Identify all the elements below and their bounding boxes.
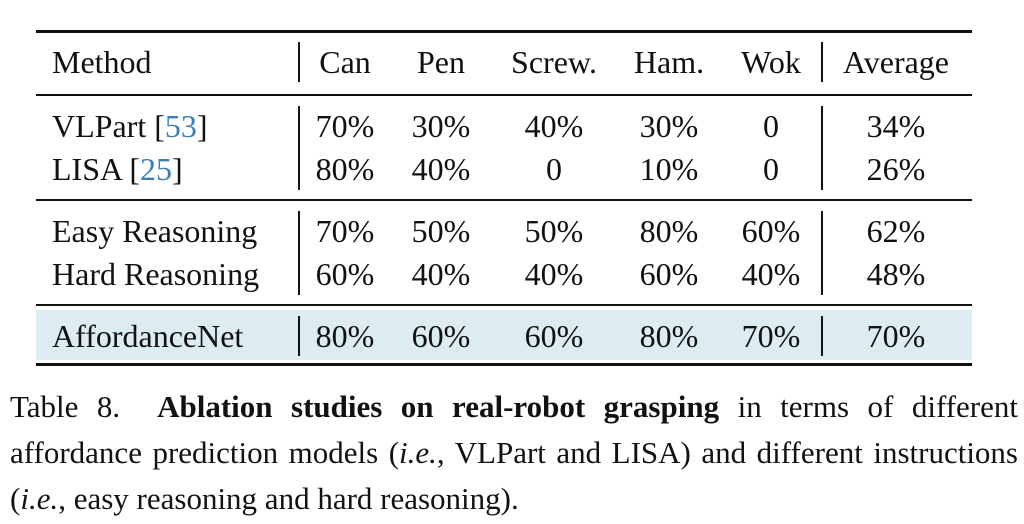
- column-header: Pen: [417, 44, 465, 80]
- vertical-separator: [298, 316, 300, 356]
- method-name: LISA [25]: [52, 151, 183, 187]
- table-cell: 40%: [524, 108, 584, 144]
- table-cell: 40%: [411, 256, 471, 292]
- caption-ie-1: i.e.: [399, 435, 437, 470]
- table-cell: 60%: [639, 256, 699, 292]
- column-header: Method: [52, 44, 152, 80]
- table-cell: 80%: [639, 213, 699, 249]
- vertical-separator: [821, 42, 823, 82]
- table-cell: 30%: [411, 108, 471, 144]
- table-cell: 50%: [411, 213, 471, 249]
- table-cell: 60%: [524, 318, 584, 354]
- table-cell: 60%: [315, 256, 375, 292]
- table-cell: 10%: [639, 151, 699, 187]
- table-cell: 70%: [866, 318, 926, 354]
- horizontal-rule: [36, 30, 972, 33]
- column-header: Wok: [741, 44, 801, 80]
- table-cell: 70%: [315, 213, 375, 249]
- table-cell: 0: [763, 151, 779, 187]
- method-name: AffordanceNet: [52, 318, 244, 354]
- citation-link[interactable]: 53: [164, 108, 197, 144]
- table-cell: 48%: [866, 256, 926, 292]
- method-name: Hard Reasoning: [52, 256, 260, 292]
- caption-label: Table 8.: [10, 389, 121, 424]
- table-cell: 26%: [866, 151, 926, 187]
- table-cell: 80%: [315, 151, 375, 187]
- vertical-separator: [821, 106, 823, 190]
- column-header: Screw.: [511, 44, 597, 80]
- citation-link[interactable]: 25: [140, 151, 172, 187]
- table-cell: 0: [546, 151, 562, 187]
- table-cell: 60%: [741, 213, 801, 249]
- vertical-separator: [298, 106, 300, 190]
- vertical-separator: [298, 42, 300, 82]
- table-cell: 80%: [639, 318, 699, 354]
- caption-text-2: , VLPart and LISA) and different instructions (: [10, 435, 1018, 516]
- column-header: Can: [319, 44, 371, 80]
- vertical-separator: [298, 211, 300, 295]
- column-header: Ham.: [633, 44, 705, 80]
- horizontal-rule: [36, 304, 972, 306]
- caption-text-1: in terms of different affordance prediction models (: [10, 389, 1018, 470]
- column-header: Average: [843, 44, 949, 80]
- horizontal-rule: [36, 363, 972, 366]
- table-cell: 62%: [866, 213, 926, 249]
- caption-text-3: , easy reasoning and hard reasoning).: [58, 481, 519, 516]
- vertical-separator: [821, 211, 823, 295]
- table-cell: 0: [763, 108, 779, 144]
- table-cell: 34%: [866, 108, 926, 144]
- table-cell: 70%: [315, 108, 375, 144]
- caption-bold-title: Ablation studies on real-robot grasping: [157, 389, 720, 424]
- table-caption: [10, 384, 1018, 522]
- table-cell: 30%: [639, 108, 699, 144]
- table-cell: 50%: [524, 213, 584, 249]
- method-name: VLPart [53]: [52, 108, 208, 144]
- horizontal-rule: [36, 94, 972, 96]
- horizontal-rule: [36, 199, 972, 201]
- method-name: Easy Reasoning: [52, 213, 258, 249]
- table-cell: 80%: [315, 318, 375, 354]
- table-cell: 70%: [741, 318, 801, 354]
- caption-ie-2: i.e.: [20, 481, 59, 516]
- table-cell: 40%: [741, 256, 801, 292]
- table-cell: 40%: [524, 256, 584, 292]
- vertical-separator: [821, 316, 823, 356]
- table-cell: 60%: [411, 318, 471, 354]
- table-cell: 40%: [411, 151, 471, 187]
